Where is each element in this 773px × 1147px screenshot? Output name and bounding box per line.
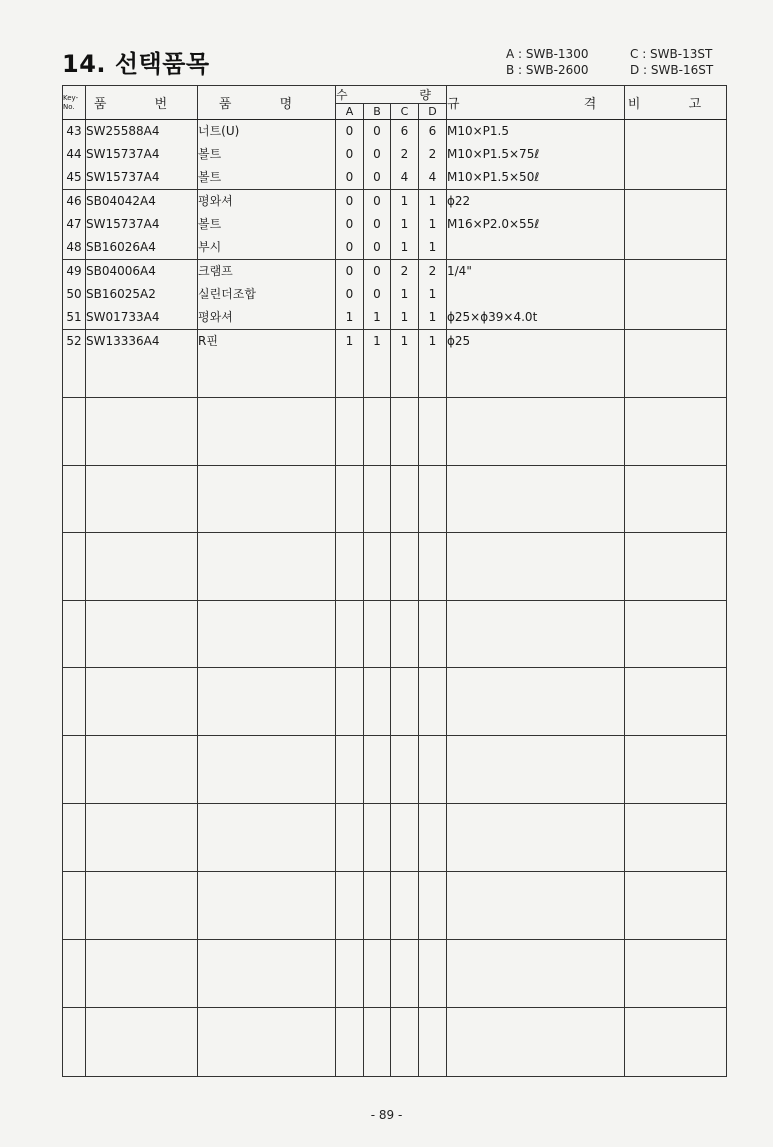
- header-part-name: 품 명: [198, 86, 336, 120]
- empty-cell: [625, 940, 727, 1008]
- part-name: 평와셔: [198, 190, 336, 214]
- empty-row: [63, 736, 727, 804]
- empty-cell: [63, 668, 86, 736]
- empty-cell: [336, 804, 364, 872]
- empty-cell: [86, 668, 198, 736]
- empty-cell: [625, 466, 727, 533]
- spec: 1/4": [447, 260, 625, 284]
- empty-cell: [625, 398, 727, 466]
- empty-cell: [364, 466, 391, 533]
- model-a-label: A : SWB-1300: [506, 47, 589, 61]
- part-no: SW15737A4: [86, 213, 198, 236]
- qty-b: 0: [364, 190, 391, 214]
- header-part-no: 품 번: [86, 86, 198, 120]
- empty-cell: [364, 1008, 391, 1077]
- empty-cell: [364, 804, 391, 872]
- empty-cell: [364, 398, 391, 466]
- qty-d: 1: [419, 236, 447, 260]
- header-quantity: 수 량: [336, 86, 447, 104]
- qty-d: 1: [419, 306, 447, 330]
- empty-cell: [364, 940, 391, 1008]
- qty-b: 0: [364, 143, 391, 166]
- empty-cell: [447, 736, 625, 804]
- spec: ϕ22: [447, 190, 625, 214]
- part-name: 너트(U): [198, 120, 336, 144]
- empty-cell: [364, 533, 391, 601]
- empty-cell: [419, 466, 447, 533]
- empty-cell: [419, 601, 447, 668]
- qty-c: 1: [391, 190, 419, 214]
- table-row: [63, 190, 727, 214]
- empty-cell: [419, 533, 447, 601]
- empty-row: [63, 940, 727, 1008]
- spec: M16×P2.0×55ℓ: [447, 213, 625, 236]
- spec: M10×P1.5×75ℓ: [447, 143, 625, 166]
- table-row: [63, 306, 727, 330]
- qty-c: 4: [391, 166, 419, 190]
- key-no: 47: [63, 213, 86, 236]
- empty-cell: [447, 940, 625, 1008]
- key-no: 46: [63, 190, 86, 214]
- qty-c: 2: [391, 143, 419, 166]
- qty-c: 1: [391, 213, 419, 236]
- qty-a: 1: [336, 306, 364, 330]
- qty-b: 1: [364, 306, 391, 330]
- empty-cell: [419, 940, 447, 1008]
- key-no: 50: [63, 283, 86, 306]
- qty-b: 0: [364, 166, 391, 190]
- qty-a: 0: [336, 143, 364, 166]
- empty-cell: [63, 1008, 86, 1077]
- empty-cell: [447, 533, 625, 601]
- qty-b: 0: [364, 213, 391, 236]
- empty-cell: [198, 940, 336, 1008]
- empty-cell: [391, 804, 419, 872]
- qty-d: 6: [419, 120, 447, 144]
- empty-cell: [63, 398, 86, 466]
- empty-cell: [391, 466, 419, 533]
- qty-c: 6: [391, 120, 419, 144]
- remark: [625, 236, 727, 260]
- remark: [625, 143, 727, 166]
- qty-c: 1: [391, 330, 419, 398]
- spec: ϕ25×ϕ39×4.0t: [447, 306, 625, 330]
- empty-cell: [198, 398, 336, 466]
- empty-cell: [86, 1008, 198, 1077]
- empty-cell: [625, 872, 727, 940]
- parts-table: [62, 85, 727, 1077]
- part-name: 평와셔: [198, 306, 336, 330]
- key-no: 51: [63, 306, 86, 330]
- spec: M10×P1.5×50ℓ: [447, 166, 625, 190]
- qty-c: 1: [391, 283, 419, 306]
- key-no: 43: [63, 120, 86, 144]
- empty-cell: [419, 1008, 447, 1077]
- empty-cell: [391, 601, 419, 668]
- qty-d: 1: [419, 190, 447, 214]
- empty-cell: [198, 466, 336, 533]
- empty-cell: [391, 398, 419, 466]
- part-name: 볼트: [198, 166, 336, 190]
- empty-cell: [198, 736, 336, 804]
- table-row: [63, 143, 727, 166]
- empty-cell: [198, 668, 336, 736]
- empty-cell: [336, 601, 364, 668]
- remark: [625, 213, 727, 236]
- empty-cell: [625, 1008, 727, 1077]
- header-col-d: D: [419, 104, 447, 120]
- empty-cell: [198, 601, 336, 668]
- empty-cell: [625, 601, 727, 668]
- qty-b: 0: [364, 283, 391, 306]
- empty-cell: [447, 804, 625, 872]
- empty-cell: [63, 533, 86, 601]
- empty-cell: [86, 736, 198, 804]
- empty-cell: [391, 1008, 419, 1077]
- empty-cell: [447, 466, 625, 533]
- remark: [625, 330, 727, 398]
- empty-row: [63, 804, 727, 872]
- spec: M10×P1.5: [447, 120, 625, 144]
- part-name: 볼트: [198, 143, 336, 166]
- qty-a: 0: [336, 260, 364, 284]
- header-col-b: B: [364, 104, 391, 120]
- table-row: [63, 120, 727, 144]
- header-col-a: A: [336, 104, 364, 120]
- model-legend-row: [490, 46, 730, 62]
- empty-cell: [198, 533, 336, 601]
- empty-cell: [198, 804, 336, 872]
- spec: [447, 283, 625, 306]
- empty-cell: [86, 940, 198, 1008]
- empty-cell: [447, 398, 625, 466]
- empty-cell: [336, 1008, 364, 1077]
- empty-cell: [336, 872, 364, 940]
- key-no: 45: [63, 166, 86, 190]
- qty-d: 2: [419, 260, 447, 284]
- header-remark: 비 고: [625, 86, 727, 120]
- empty-cell: [63, 736, 86, 804]
- empty-cell: [364, 668, 391, 736]
- empty-cell: [336, 466, 364, 533]
- empty-row: [63, 601, 727, 668]
- spec: ϕ25: [447, 330, 625, 398]
- empty-cell: [86, 533, 198, 601]
- qty-b: 0: [364, 120, 391, 144]
- empty-cell: [86, 398, 198, 466]
- qty-a: 0: [336, 190, 364, 214]
- page-number: - 89 -: [370, 1108, 403, 1122]
- empty-cell: [625, 668, 727, 736]
- qty-d: 1: [419, 330, 447, 398]
- empty-cell: [447, 1008, 625, 1077]
- empty-cell: [625, 736, 727, 804]
- part-name: R핀: [198, 330, 336, 398]
- empty-cell: [86, 872, 198, 940]
- key-no: 48: [63, 236, 86, 260]
- header-spec: 규 격: [447, 86, 625, 120]
- table-header: [63, 86, 727, 120]
- empty-cell: [391, 872, 419, 940]
- part-name: 실린더조합: [198, 283, 336, 306]
- part-no: SW15737A4: [86, 143, 198, 166]
- key-no: 49: [63, 260, 86, 284]
- part-no: SW13336A4: [86, 330, 198, 398]
- qty-d: 1: [419, 213, 447, 236]
- part-no: SB16026A4: [86, 236, 198, 260]
- part-no: SW15737A4: [86, 166, 198, 190]
- remark: [625, 120, 727, 144]
- empty-cell: [447, 668, 625, 736]
- qty-b: 1: [364, 330, 391, 398]
- empty-cell: [447, 872, 625, 940]
- qty-a: 0: [336, 166, 364, 190]
- empty-cell: [86, 601, 198, 668]
- blank-rows: [63, 398, 727, 1077]
- empty-cell: [86, 804, 198, 872]
- header-key-no: [63, 86, 86, 120]
- empty-cell: [336, 398, 364, 466]
- remark: [625, 190, 727, 214]
- empty-cell: [63, 466, 86, 533]
- empty-cell: [391, 668, 419, 736]
- qty-c: 1: [391, 236, 419, 260]
- empty-cell: [198, 872, 336, 940]
- empty-row: [63, 398, 727, 466]
- table-body: [63, 120, 727, 398]
- qty-a: 1: [336, 330, 364, 398]
- part-no: SB04006A4: [86, 260, 198, 284]
- remark: [625, 283, 727, 306]
- table-row: [63, 213, 727, 236]
- table-row: [63, 236, 727, 260]
- header-key-line2: No.: [63, 102, 75, 111]
- remark: [625, 306, 727, 330]
- part-no: SB04042A4: [86, 190, 198, 214]
- empty-row: [63, 1008, 727, 1077]
- empty-cell: [364, 736, 391, 804]
- qty-a: 0: [336, 236, 364, 260]
- qty-d: 4: [419, 166, 447, 190]
- empty-row: [63, 668, 727, 736]
- table-row: [63, 260, 727, 284]
- empty-cell: [625, 804, 727, 872]
- qty-c: 2: [391, 260, 419, 284]
- part-no: SB16025A2: [86, 283, 198, 306]
- part-name: 볼트: [198, 213, 336, 236]
- model-legend: [490, 46, 730, 78]
- qty-a: 0: [336, 213, 364, 236]
- table-row: [63, 166, 727, 190]
- remark: [625, 166, 727, 190]
- table-row: [63, 330, 727, 398]
- part-name: 부시: [198, 236, 336, 260]
- empty-cell: [336, 736, 364, 804]
- empty-cell: [63, 872, 86, 940]
- empty-cell: [336, 533, 364, 601]
- table-row: [63, 283, 727, 306]
- empty-cell: [419, 398, 447, 466]
- qty-d: 2: [419, 143, 447, 166]
- qty-a: 0: [336, 120, 364, 144]
- empty-cell: [63, 940, 86, 1008]
- empty-cell: [391, 533, 419, 601]
- empty-row: [63, 466, 727, 533]
- empty-cell: [336, 940, 364, 1008]
- empty-cell: [419, 668, 447, 736]
- key-no: 44: [63, 143, 86, 166]
- model-d-label: D : SWB-16ST: [630, 63, 714, 77]
- empty-cell: [63, 804, 86, 872]
- qty-b: 0: [364, 260, 391, 284]
- header-key-line1: Key-: [63, 93, 79, 102]
- empty-cell: [391, 736, 419, 804]
- page-title: 14. 선택품목: [62, 50, 210, 78]
- qty-d: 1: [419, 283, 447, 306]
- spec: [447, 236, 625, 260]
- empty-cell: [391, 940, 419, 1008]
- model-c-label: C : SWB-13ST: [630, 47, 713, 61]
- empty-cell: [364, 601, 391, 668]
- empty-cell: [419, 804, 447, 872]
- empty-cell: [198, 1008, 336, 1077]
- empty-cell: [419, 736, 447, 804]
- qty-b: 0: [364, 236, 391, 260]
- part-no: SW01733A4: [86, 306, 198, 330]
- qty-c: 1: [391, 306, 419, 330]
- part-no: SW25588A4: [86, 120, 198, 144]
- empty-cell: [419, 872, 447, 940]
- remark: [625, 260, 727, 284]
- empty-cell: [336, 668, 364, 736]
- part-name: 크램프: [198, 260, 336, 284]
- empty-cell: [364, 872, 391, 940]
- key-no: 52: [63, 330, 86, 398]
- empty-row: [63, 533, 727, 601]
- empty-cell: [625, 533, 727, 601]
- header-col-c: C: [391, 104, 419, 120]
- empty-cell: [86, 466, 198, 533]
- empty-row: [63, 872, 727, 940]
- empty-cell: [63, 601, 86, 668]
- qty-a: 0: [336, 283, 364, 306]
- empty-cell: [447, 601, 625, 668]
- model-b-label: B : SWB-2600: [506, 63, 589, 77]
- model-legend-row: [490, 62, 730, 78]
